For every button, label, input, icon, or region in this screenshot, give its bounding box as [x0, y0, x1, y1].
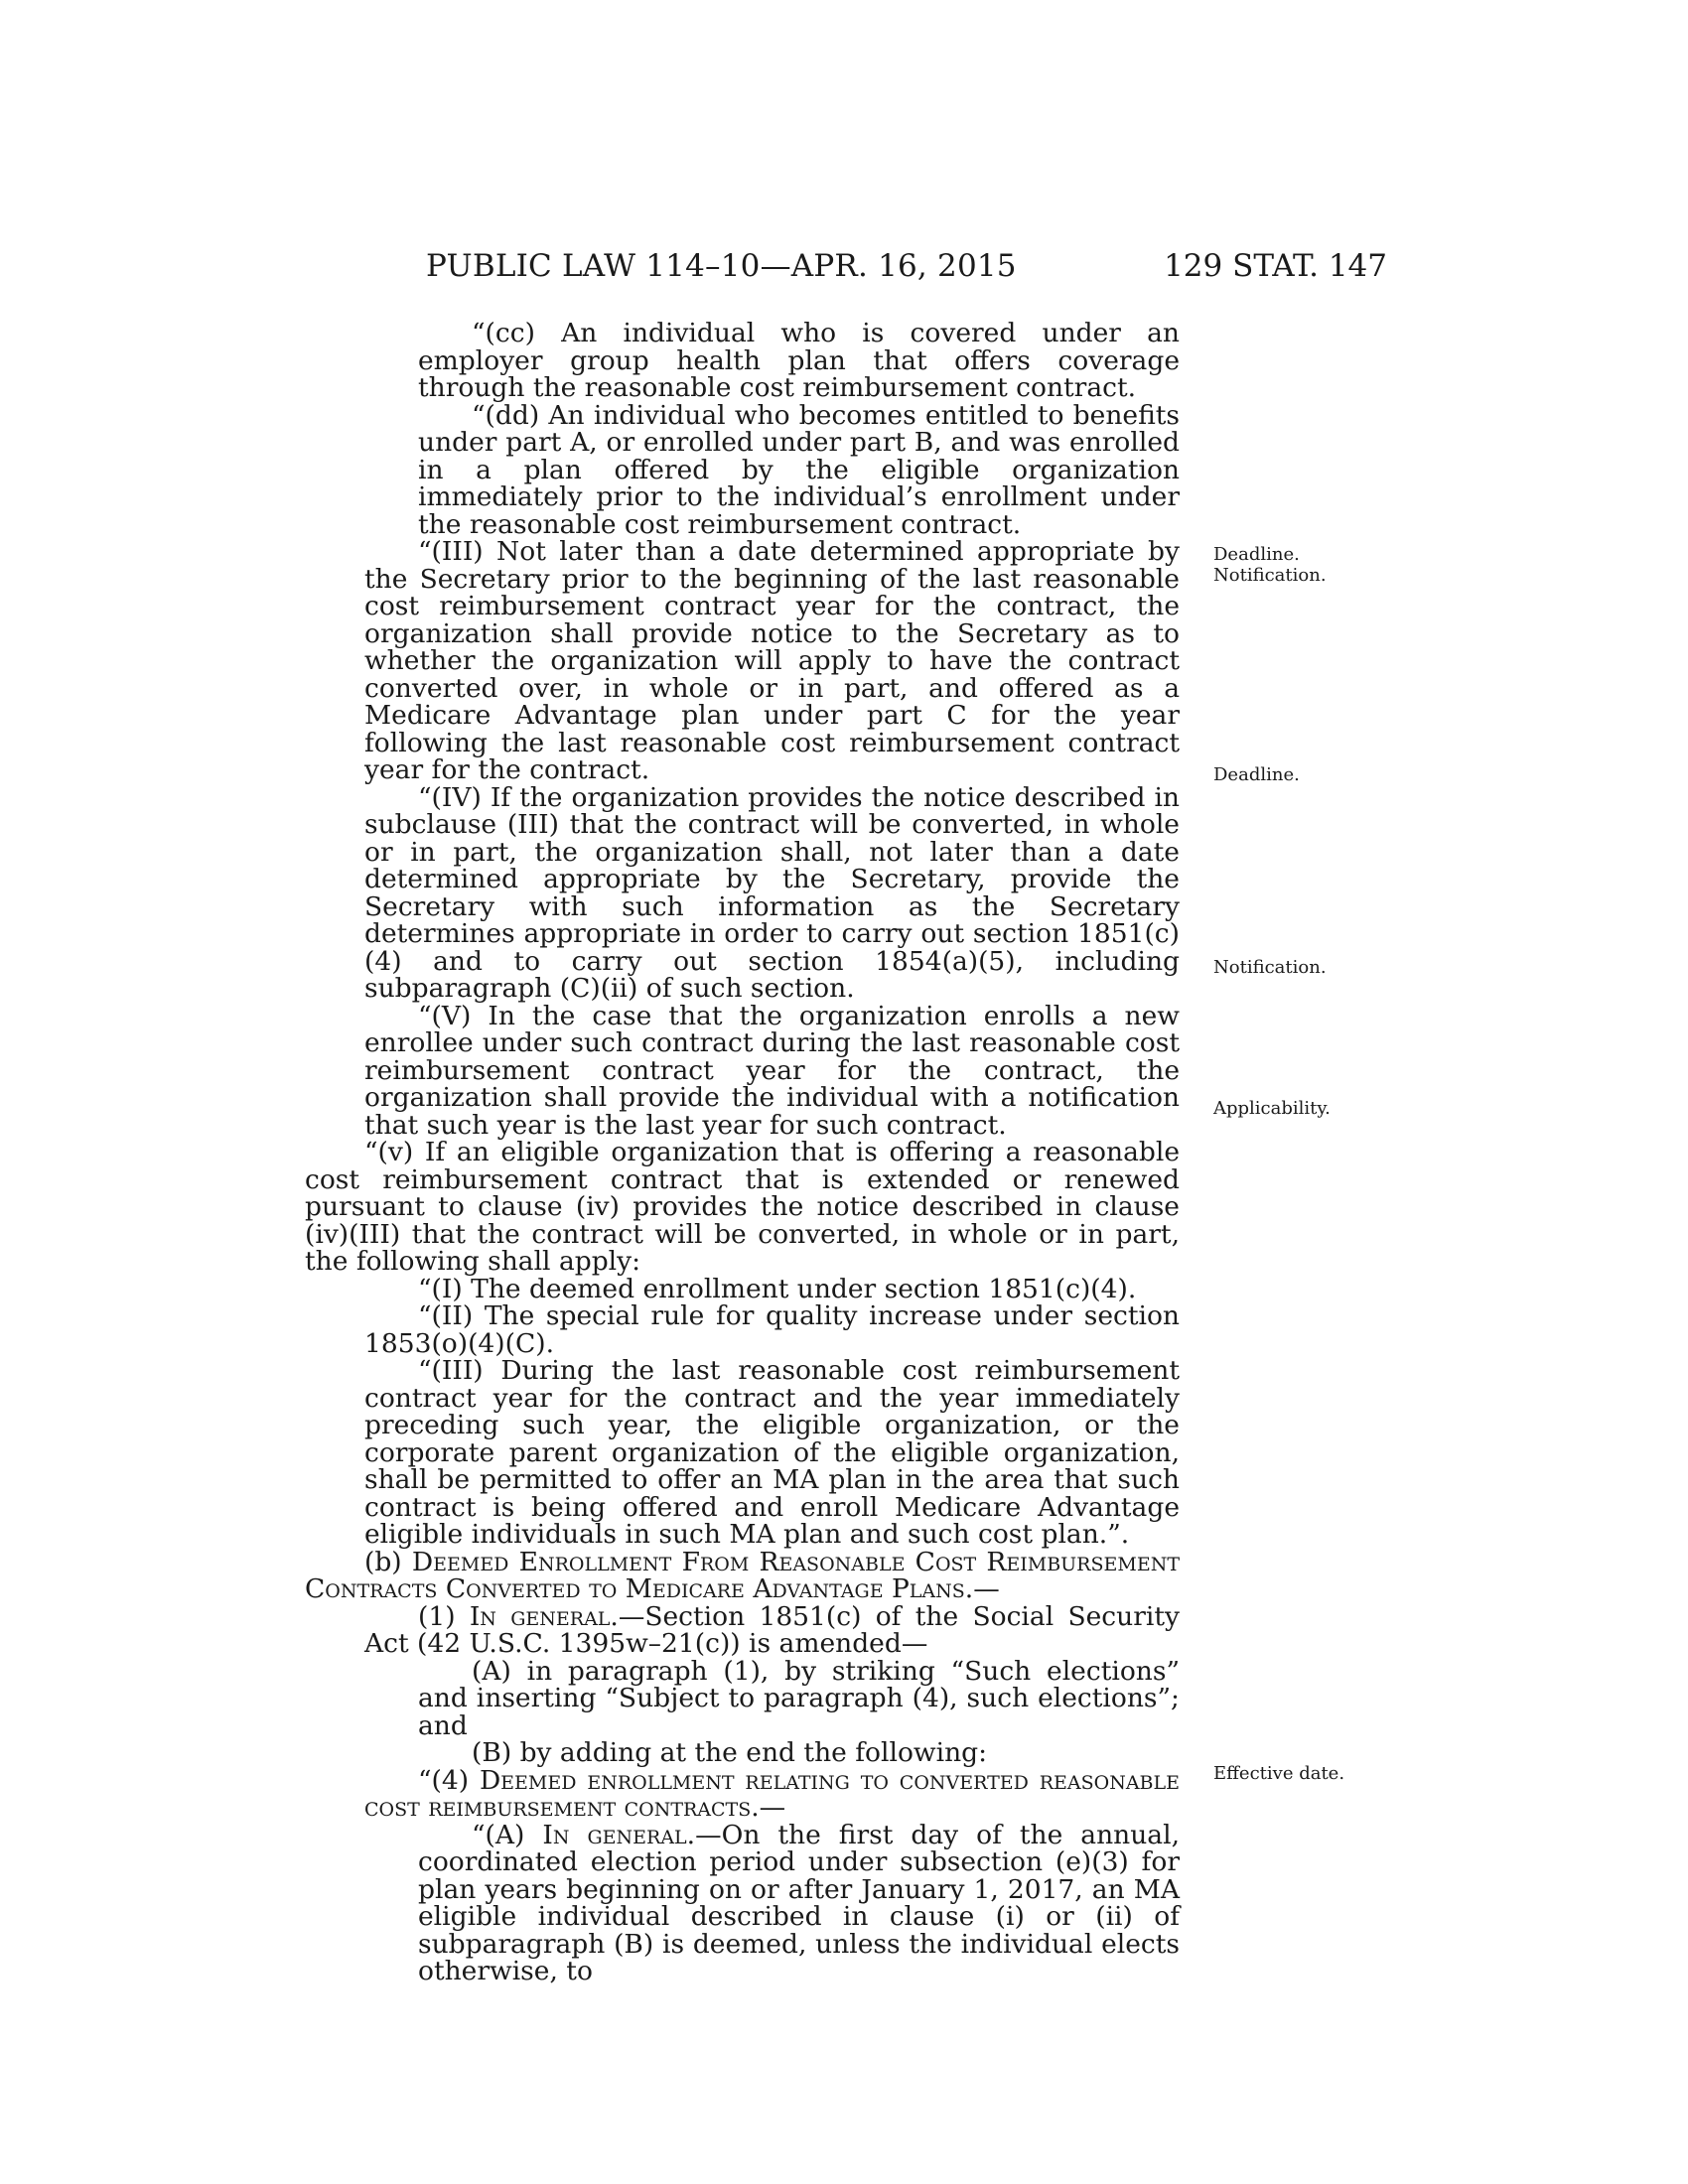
margin-note-effective-date: Effective date. [1213, 1763, 1345, 1784]
clause-v-item-iii: “(III) During the last reasonable cost reimbursement contract year for the contract and the year immediately preceding such year, the eligible organization, or the corporate parent organization of the eligible organization, shall be permitted to offer an MA plan in the area that such contract is being offered and enroll Medicare Advantage eligible individuals in such MA plan and such cost plan.”. [364, 1355, 1180, 1550]
paragraph-4-title: Deemed enrollment relating to converted reasonable cost reimbursement contracts. [364, 1764, 1180, 1823]
subclause-dd: “(dd) An individual who becomes entitled to benefits under part A, or enrolled under part B, and was enrolled in a plan offered by the eligible organization immediately prior to the individual’s enrollment under the reasonable cost reimbursement contract. [418, 399, 1180, 540]
margin-note-applicability: Applicability. [1213, 1098, 1331, 1119]
subsection-b-title: Deemed Enrollment From Reasonable Cost Reimbursement Contracts Converted to Medicare Advantage Plans. [305, 1546, 1180, 1604]
paragraph-4-a-heading: In general. [542, 1819, 696, 1850]
subclause-iii: “(III) Not later than a date determined appropriate by the Secretary prior to the beginning of the last reasonable cost reimbursement contract year for the contract, the organization shall provide notice to the Secretary as to whether the organization will apply to have the contract converted over, in whole or in part, and offered as a Medicare Advantage plan under part C for the year following the last reasonable cost reimbursement contract year for the contract. [364, 536, 1180, 785]
subparagraph-b: (B) by adding at the end the following: [472, 1737, 988, 1768]
statute-page-number: 129 STAT. 147 [1164, 248, 1387, 284]
margin-note-deadline-notification: Deadline. Notification. [1213, 544, 1327, 586]
paragraph-1-text: —Section 1851(c) of the Social Security Act (42 U.S.C. 1395w–21(c)) is amended— [364, 1600, 1180, 1659]
margin-note-deadline: Deadline. [1213, 764, 1300, 785]
running-header-title: PUBLIC LAW 114–10—APR. 16, 2015 [426, 248, 1017, 284]
paragraph-1 [305, 1600, 1180, 1659]
paragraph-1-marker: (1) [418, 1600, 470, 1632]
paragraph-1-heading: In general. [469, 1600, 619, 1632]
subclause-cc: “(cc) An individual who is covered under an employer group health plan that offers coverage through the reasonable cost reimbursement contract. [418, 318, 1180, 403]
paragraph-4-heading [305, 1764, 1180, 1823]
paragraph-4-marker: “(4) [418, 1764, 480, 1796]
paragraph-4-a-marker: “(A) [472, 1819, 543, 1850]
paragraph-4-dash: — [759, 1792, 786, 1823]
subsection-b-dash: — [973, 1573, 1000, 1604]
margin-note-notification: Notification. [1213, 957, 1327, 978]
paragraph-4-a [305, 1819, 1180, 1986]
clause-v-item-i: “(I) The deemed enrollment under section 1851(c)(4). [418, 1273, 1137, 1304]
subparagraph-a: (A) in paragraph (1), by striking “Such elections” and inserting “Subject to paragraph (4), such elections”; and [418, 1655, 1180, 1741]
paragraph-4-a-text: —On the first day of the annual, coordinated election period under subsection (e)(3) for plan years beginning on or after January 1, 2017, an MA eligible individual described in clause (i) or (ii) of subparagraph (B) is deemed, unless the individual elects otherwise, to [418, 1819, 1180, 1986]
statute-body [305, 320, 1180, 1985]
subsection-b-marker: (b) [364, 1546, 412, 1577]
subclause-iv: “(IV) If the organization provides the notice described in subclause (III) that the contract will be converted, in whole or in part, the organization shall, not later than a date determined appropriate by the Secretary, provide the Secretary with such information as the Secretary determines appropriate in order to carry out section 1851(c)(4) and to carry out section 1854(a)(5), including subparagraph (C)(ii) of such section. [364, 781, 1180, 1004]
subsection-b-heading [305, 1546, 1180, 1604]
subclause-v: “(V) In the case that the organization enrolls a new enrollee under such contract during the last reasonable cost reimbursement contract year for the contract, the organization shall provide the individual with a notification that such year is the last year for such contract. [364, 1000, 1180, 1141]
clause-v-item-ii: “(II) The special rule for quality increase under section 1853(o)(4)(C). [364, 1300, 1180, 1359]
clause-v: “(v) If an eligible organization that is offering a reasonable cost reimbursement contract that is extended or renewed pursuant to clause (iv) provides the notice described in clause (iv)(III) that the contract will be converted, in whole or in part, the following shall apply: [305, 1137, 1180, 1277]
